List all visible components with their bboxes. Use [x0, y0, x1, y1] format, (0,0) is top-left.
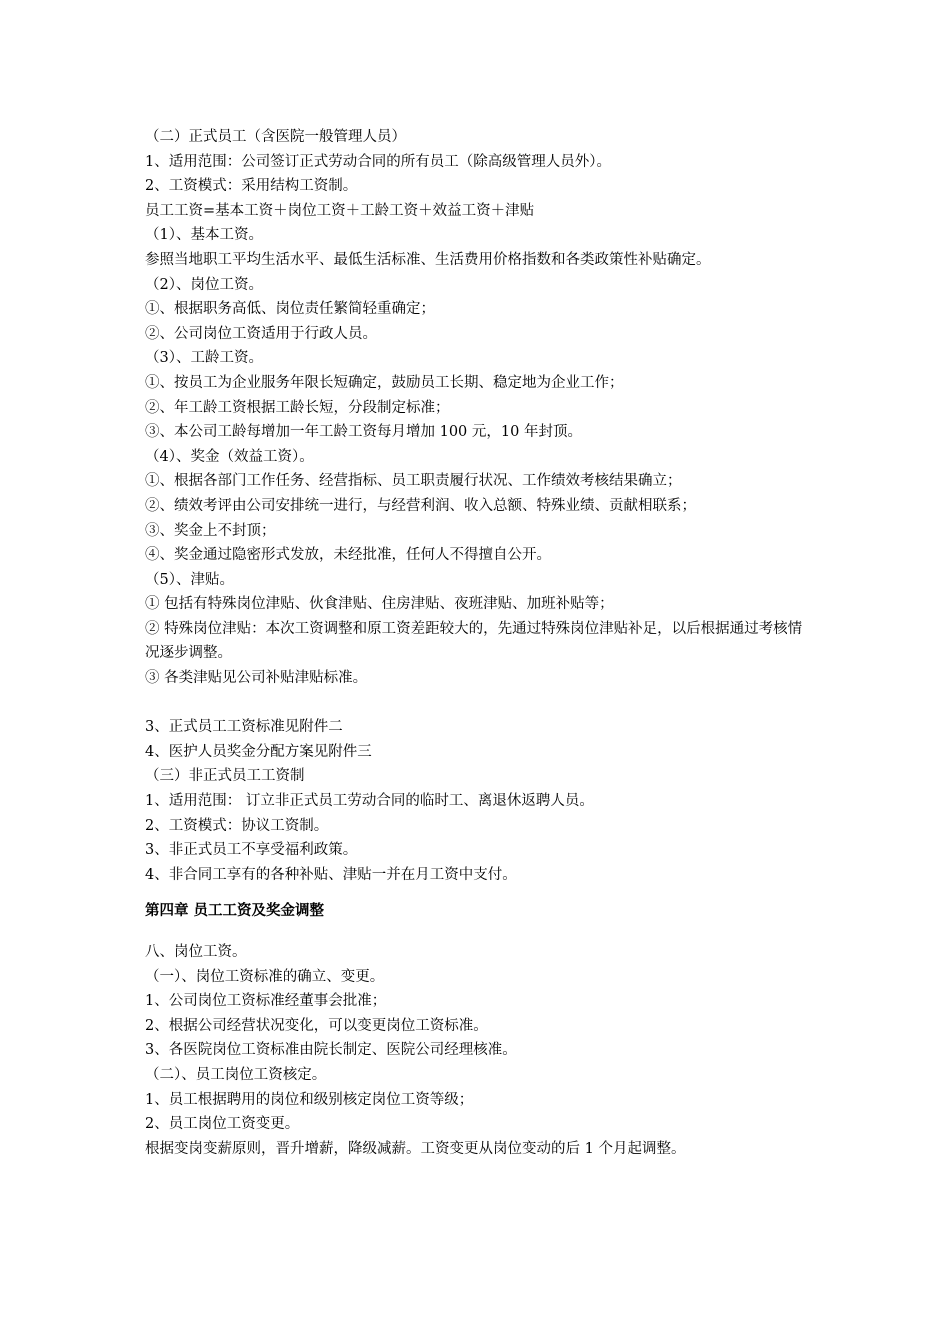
chapter-heading: 第四章 员工工资及奖金调整	[145, 903, 325, 920]
text-line: （3）、工龄工资。	[145, 350, 263, 367]
text-line: ①、根据各部门工作任务、经营指标、员工职责履行状况、工作绩效考核结果确立；	[145, 473, 682, 490]
text-line: （1）、基本工资。	[145, 227, 263, 244]
text-line: ②、年工龄工资根据工龄长短，分段制定标准；	[145, 399, 450, 416]
text-line: ① 包括有特殊岗位津贴、伙食津贴、住房津贴、夜班津贴、加班补贴等；	[145, 596, 614, 613]
text-line: 1、员工根据聘用的岗位和级别核定岗位工资等级；	[145, 1091, 474, 1108]
text-line: 1、适用范围： 订立非正式员工劳动合同的临时工、离退休返聘人员。	[145, 793, 594, 810]
text-line: 1、适用范围：公司签订正式劳动合同的所有员工（除高级管理人员外）。	[145, 153, 611, 170]
text-line: 2、工资模式：协议工资制。	[145, 817, 329, 834]
text-line: （二）正式员工（含医院一般管理人员）	[145, 129, 406, 145]
text-line: （4）、奖金（效益工资）。	[145, 448, 314, 465]
text-line: （三）非正式员工工资制	[145, 768, 305, 785]
text-line: （2）、岗位工资。	[145, 276, 263, 293]
text-line: （5）、津贴。	[145, 571, 234, 588]
text-paragraph: ② 特殊岗位津贴：本次工资调整和原工资差距较大的，先通过特殊岗位津贴补足，以后根据通过考核情况逐步调整。	[145, 620, 803, 662]
text-line: ①、按员工为企业服务年限长短确定，鼓励员工长期、稳定地为企业工作；	[145, 374, 624, 391]
text-line: ①、根据职务高低、岗位责任繁简轻重确定；	[145, 301, 435, 318]
text-line: 根据变岗变薪原则，晋升增薪，降级减薪。工资变更从岗位变动的后 1 个月起调整。	[145, 1140, 686, 1157]
text-line: ③、奖金上不封顶；	[145, 522, 276, 539]
text-line: 员工工资=基本工资＋岗位工资＋工龄工资＋效益工资＋津贴	[145, 202, 535, 219]
blank-line	[145, 932, 810, 940]
document-body	[145, 125, 810, 1161]
text-line: 参照当地职工平均生活水平、最低生活标准、生活费用价格指数和各类政策性补贴确定。	[145, 251, 711, 268]
text-line: ②、绩效考评由公司安排统一进行，与经营利润、收入总额、特殊业绩、贡献相联系；	[145, 497, 696, 514]
text-line: 2、员工岗位工资变更。	[145, 1116, 300, 1133]
text-line: 3、各医院岗位工资标准由院长制定、医院公司经理核准。	[145, 1042, 517, 1059]
text-line: 3、正式员工工资标准见附件二	[145, 719, 343, 736]
text-line: 3、非正式员工不享受福利政策。	[145, 842, 358, 859]
section-position-salary	[145, 940, 810, 1161]
text-line: ③、本公司工龄每增加一年工龄工资每月增加 100 元，10 年封顶。	[145, 424, 582, 441]
text-line: （二）、员工岗位工资核定。	[145, 1066, 327, 1083]
section-nonregular-staff	[145, 715, 810, 887]
text-line: ③ 各类津贴见公司补贴津贴标准。	[145, 670, 368, 687]
text-line: 4、医护人员奖金分配方案见附件三	[145, 743, 372, 760]
text-line: 2、根据公司经营状况变化，可以变更岗位工资标准。	[145, 1017, 488, 1034]
text-line: 1、公司岗位工资标准经董事会批准；	[145, 993, 387, 1010]
text-line: ②、公司岗位工资适用于行政人员。	[145, 325, 377, 342]
text-line: （一）、岗位工资标准的确立、变更。	[145, 968, 385, 985]
section-regular-staff	[145, 125, 810, 691]
text-line: 2、工资模式：采用结构工资制。	[145, 178, 358, 195]
text-line: 4、非合同工享有的各种补贴、津贴一并在月工资中支付。	[145, 866, 517, 883]
blank-line	[145, 691, 810, 716]
text-line: ④、奖金通过隐密形式发放，未经批准，任何人不得擅自公开。	[145, 547, 551, 564]
text-line: 八、岗位工资。	[145, 944, 247, 960]
